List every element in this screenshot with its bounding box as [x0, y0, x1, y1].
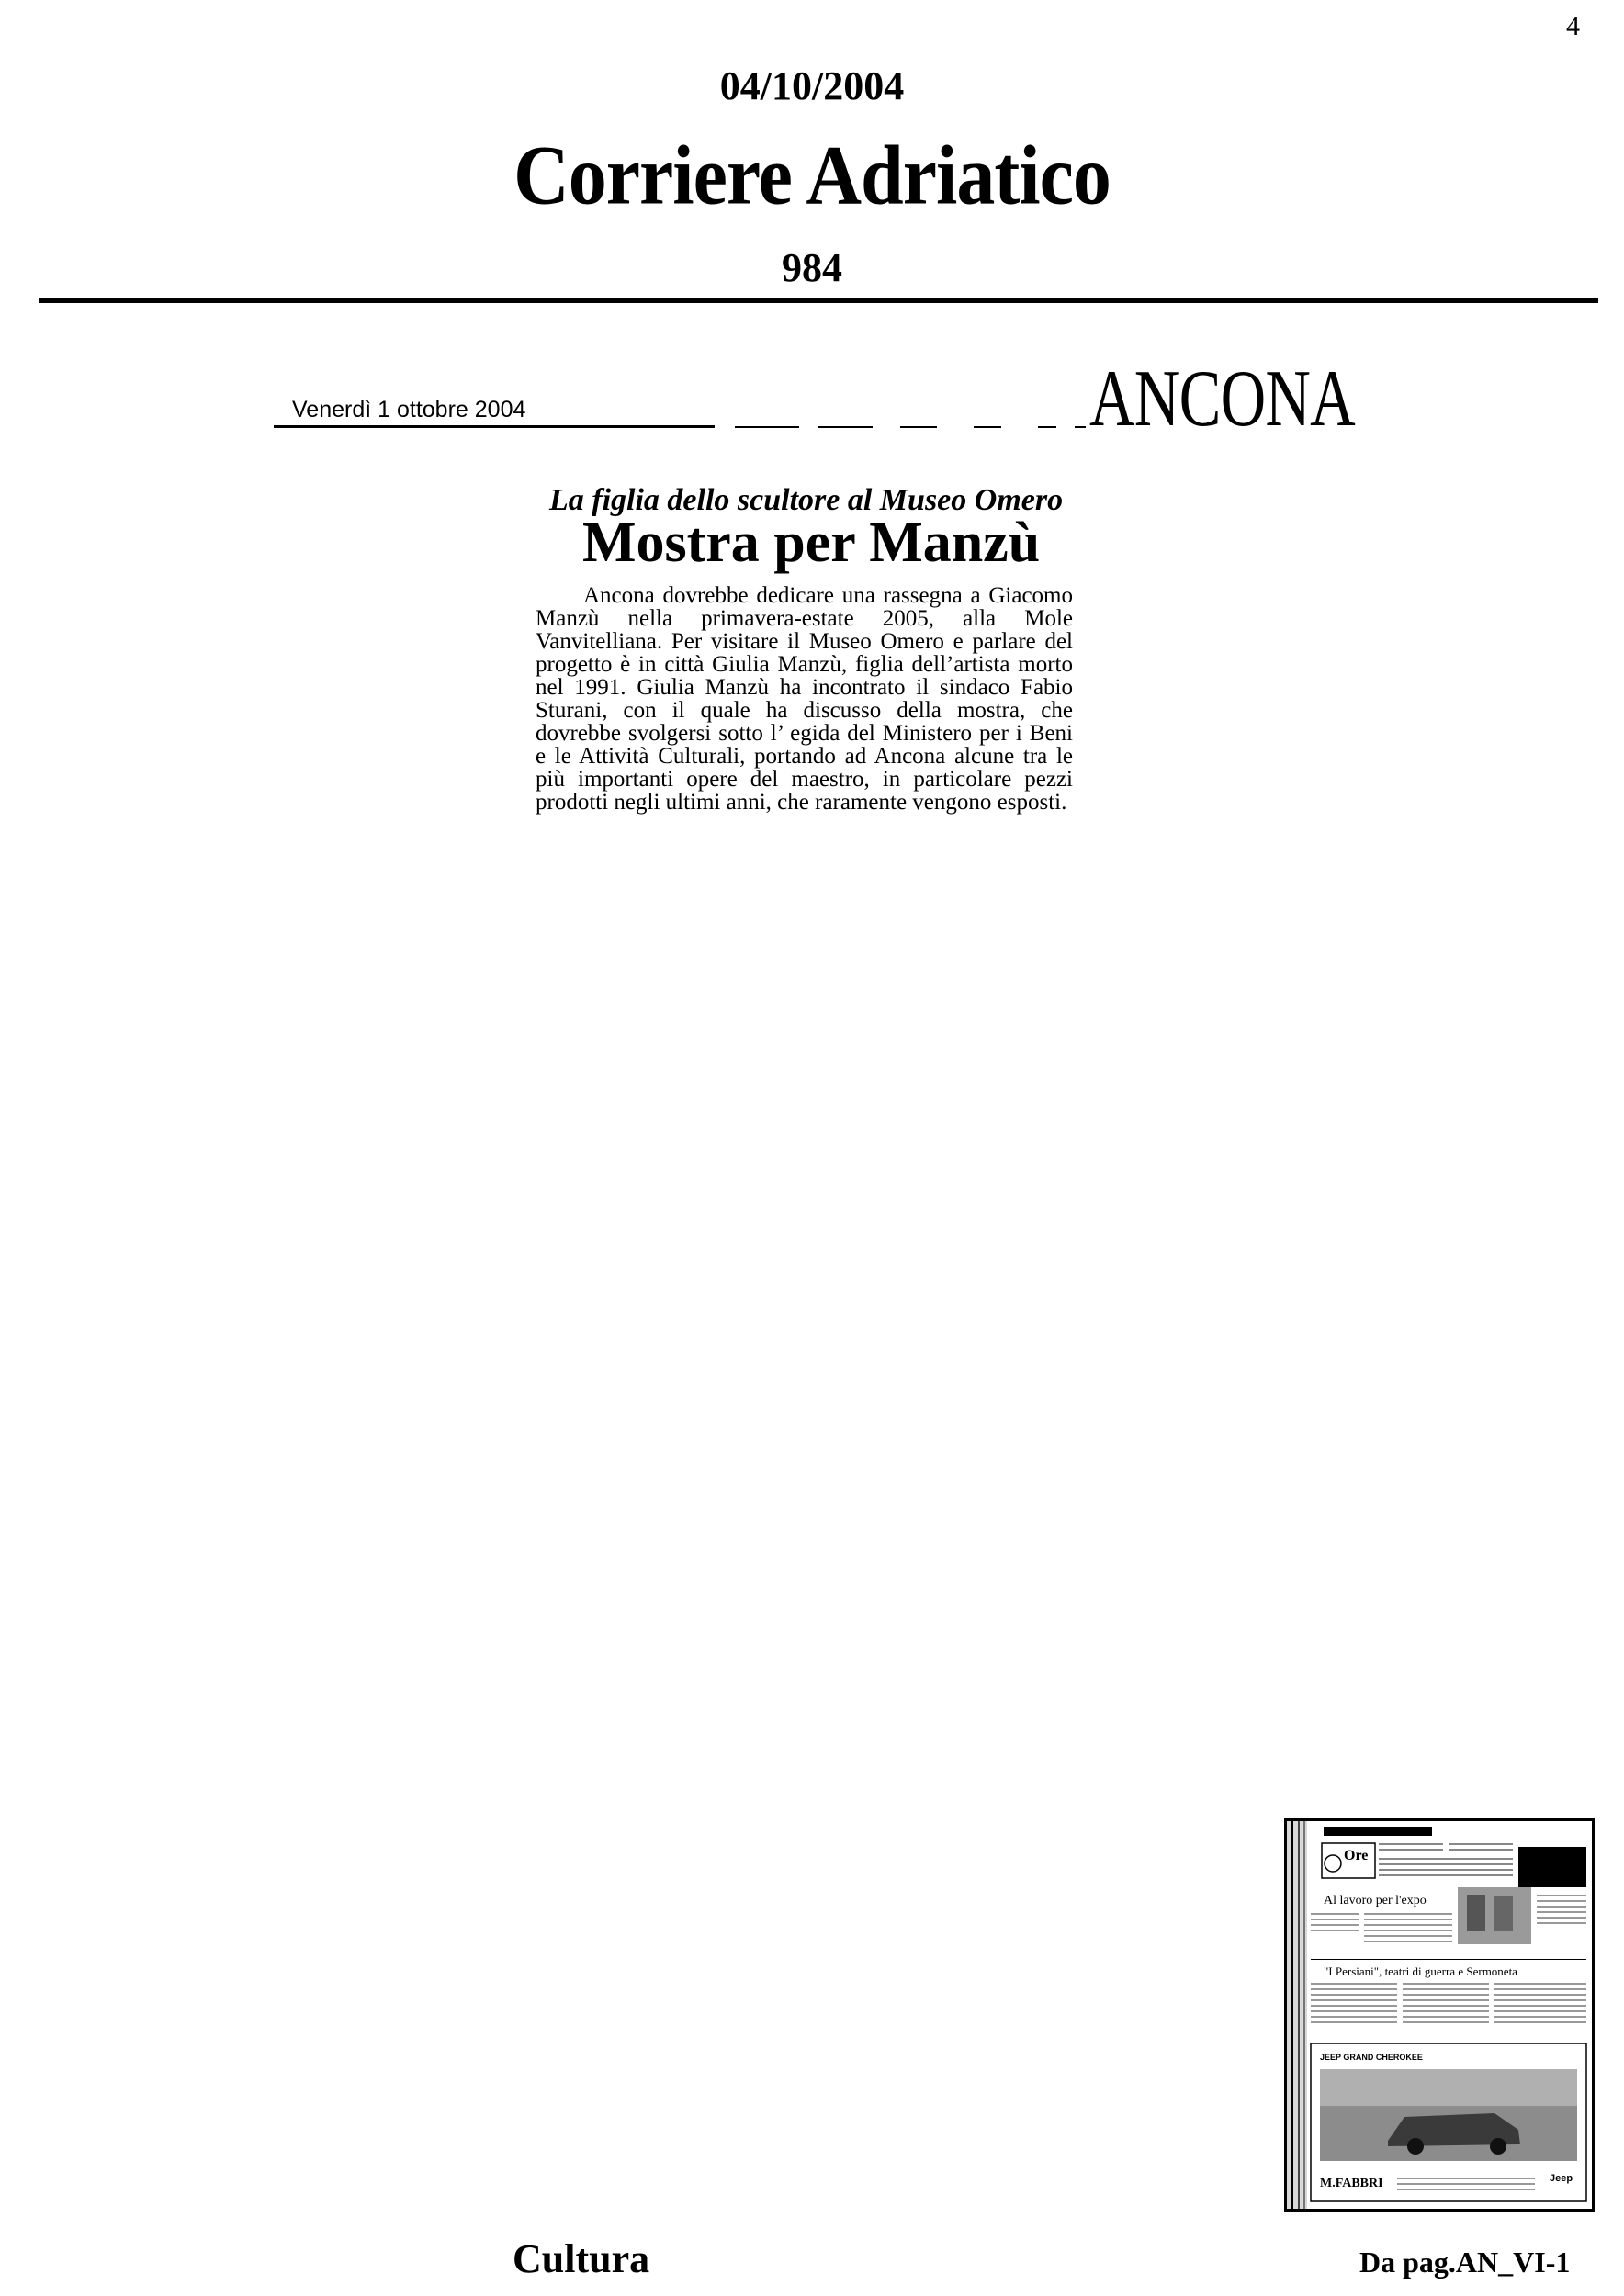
clipping-rule-dash	[900, 426, 937, 428]
article-body: Ancona dovrebbe dedicare una rassegna a Giacomo Manzù nella primavera-estate 2005, alla Mole Vanvitelliana. Per visitare il Museo Omero e parlare del progetto è in città Giulia Manzù, figlia dell’artista morto nel 1991. Giulia Manzù ha incontrato il sindaco Fabio Sturani, con il quale ha discusso della mostra, che dovrebbe svolgersi sotto l’ egida del Ministero per i Beni e le Attività Culturali, portando ad Ancona alcune tra le più importanti opere del maestro, in particolare pezzi prodotti negli ultimi anni, che raramente vengono esposti.	[536, 583, 1073, 815]
thumbnail-headline-1: Al lavoro per l'expo	[1324, 1894, 1427, 1908]
clipping-rule-dash	[1038, 426, 1056, 428]
clipping-rule-dash	[974, 426, 1001, 428]
article-kicker: La figlia dello scultore al Museo Omero	[549, 483, 1064, 517]
thumbnail-ad-dealer: M.FABBRI	[1320, 2177, 1383, 2190]
thumbnail-headline-2: "I Persiani", teatri di guerra e Sermoneta	[1324, 1964, 1517, 1978]
header-divider	[39, 298, 1598, 303]
section-label: ANCONA	[1089, 355, 1355, 444]
page-thumbnail-image	[1287, 1821, 1592, 2209]
thumbnail-ad-title: JEEP GRAND CHEROKEE	[1320, 2053, 1423, 2062]
thumbnail-ad-brand: Jeep	[1550, 2173, 1573, 2184]
page-number: 4	[1566, 11, 1580, 41]
publication-masthead: Corriere Adriatico	[513, 129, 1111, 223]
header-date: 04/10/2004	[719, 63, 905, 108]
clipping-rule-dash	[735, 426, 799, 428]
clipping-rule-dash	[1075, 426, 1086, 428]
clipping-rule	[274, 425, 715, 428]
article-headline: Mostra per Manzù	[582, 512, 1041, 574]
page-thumbnail	[1284, 1818, 1595, 2212]
thumbnail-title: Ore	[1344, 1848, 1369, 1863]
clipping-rule-dash	[818, 426, 873, 428]
footer-page-reference: Da pag.AN_VI-1	[1359, 2245, 1571, 2279]
footer-section-label: Cultura	[513, 2236, 650, 2281]
issue-number: 984	[782, 245, 842, 290]
clipping-date: Venerdì 1 ottobre 2004	[292, 397, 526, 422]
